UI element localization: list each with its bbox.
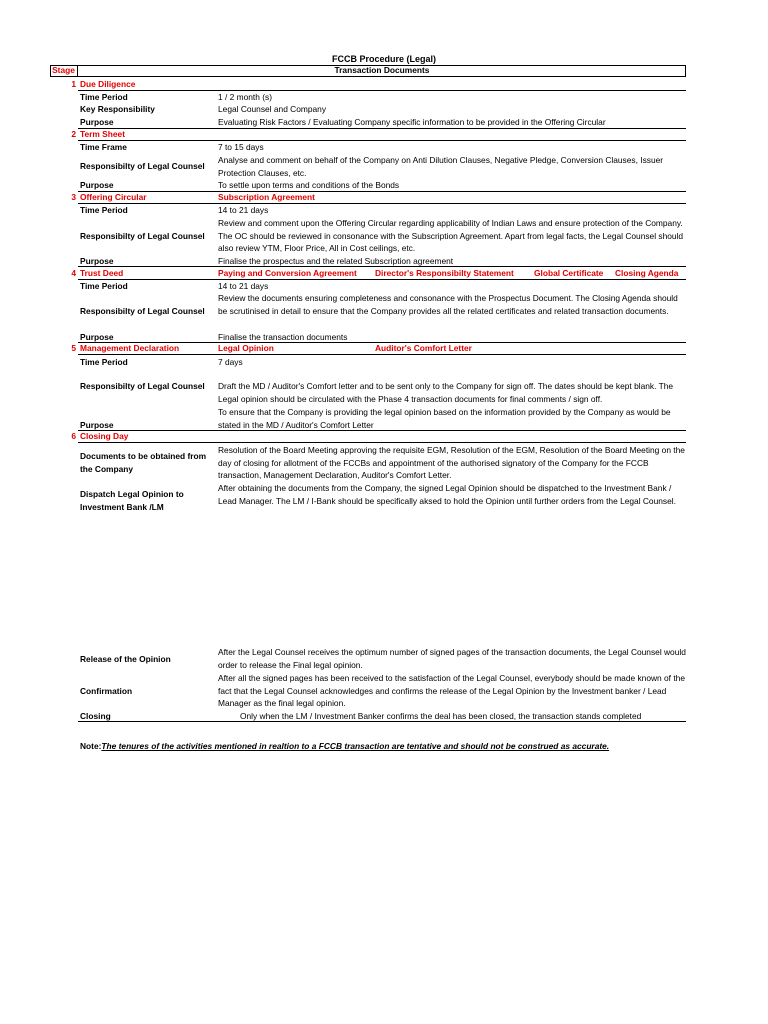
divider bbox=[78, 191, 686, 192]
divider bbox=[78, 442, 686, 443]
row-value: 14 to 21 days bbox=[218, 281, 269, 291]
transaction-document: Paying and Conversion Agreement bbox=[218, 268, 357, 278]
stage-name: Trust Deed bbox=[80, 268, 124, 278]
row-value: 1 / 2 month (s) bbox=[218, 92, 272, 102]
row-label: Purpose bbox=[80, 117, 114, 127]
stage-name: Management Declaration bbox=[80, 343, 180, 353]
footnote bbox=[80, 741, 609, 751]
footnote-text: The tenures of the activities mentioned in realtion to a FCCB transaction are tentative and should not be construed as accurate. bbox=[101, 741, 610, 751]
row-label: Responsibilty of Legal Counsel bbox=[80, 231, 205, 241]
transaction-document: Subscription Agreement bbox=[218, 192, 315, 202]
row-label: Confirmation bbox=[80, 686, 133, 696]
row-label: Time Period bbox=[80, 357, 128, 367]
row-label: Time Period bbox=[80, 281, 128, 291]
row-value: Evaluating Risk Factors / Evaluating Company specific information to be provided in the Offering Circular bbox=[218, 117, 606, 127]
row-value: After all the signed pages has been received to the satisfaction of the Legal Counsel, everybody should be made known of the fact that the Legal Counsel acknowledges and confirms the release of the Legal Opinion by the Investment banker / Lead Manager as the final legal opinion. bbox=[218, 673, 685, 708]
row-label: Closing bbox=[80, 711, 111, 721]
row-label: Key Responsibility bbox=[80, 104, 155, 114]
divider bbox=[78, 430, 686, 431]
transaction-document: Closing Agenda bbox=[615, 268, 679, 278]
transaction-document: Legal Opinion bbox=[218, 343, 274, 353]
row-value: Analyse and comment on behalf of the Company on Anti Dilution Clauses, Negative Pledge, Conversion Clauses, Issuer Protection Clauses, etc. bbox=[218, 155, 664, 178]
row-value: After obtaining the documents from the Company, the signed Legal Opinion should be dispatched to the Investment Bank / Lead Manager. The LM / I-Bank should be specifically aksed to hold the Opinion until further orders from the Legal Counsel. bbox=[218, 483, 676, 506]
row-value: Legal Counsel and Company bbox=[218, 104, 327, 114]
row-value: To ensure that the Company is providing the legal opinion based on the information provided by the Company as would be stated in the MD / Auditor's Comfort Letter bbox=[218, 407, 671, 430]
row-label: Dispatch Legal Opinion to Investment Bank /LM bbox=[80, 489, 184, 512]
divider bbox=[78, 128, 686, 129]
row-label: Time Frame bbox=[80, 142, 127, 152]
row-value: 14 to 21 days bbox=[218, 205, 269, 215]
divider bbox=[78, 266, 686, 267]
row-value: Review the documents ensuring completeness and consonance with the Prospectus Document. The Closing Agenda should be scrutinised in detail to ensure that the Company provides all the related certificates and related transaction documents. bbox=[218, 293, 678, 316]
row-label: Time Period bbox=[80, 205, 128, 215]
stage-number: 1 bbox=[71, 79, 76, 89]
stage-number: 4 bbox=[71, 268, 76, 278]
row-label: Time Period bbox=[80, 92, 128, 102]
row-value: Only when the LM / Investment Banker confirms the deal has been closed, the transaction stands completed bbox=[240, 711, 642, 721]
row-value: Finalise the transaction documents bbox=[218, 332, 348, 342]
row-label: Purpose bbox=[80, 256, 114, 266]
row-value: To settle upon terms and conditions of the Bonds bbox=[218, 180, 400, 190]
stage-number: 5 bbox=[71, 343, 76, 353]
row-value: After the Legal Counsel receives the optimum number of signed pages of the transaction documents, the Legal Counsel would order to release the Final legal opinion. bbox=[218, 647, 686, 670]
documents-column-header: Transaction Documents bbox=[334, 65, 430, 75]
row-label: Responsibilty of Legal Counsel bbox=[80, 306, 205, 316]
row-label: Responsibilty of Legal Counsel bbox=[80, 381, 205, 391]
row-value: 7 to 15 days bbox=[218, 142, 264, 152]
row-value: Review and comment upon the Offering Circular regarding applicability of Indian Laws and ensure protection of the Company. The OC should be reviewed in consonance with the Subscription Agreement. Apart from legal facts, the Legal Counsel should also review YTM, Floor Price, All in Cost ceilings, etc. bbox=[218, 218, 684, 253]
divider bbox=[78, 721, 686, 722]
page-title: FCCB Procedure (Legal) bbox=[331, 54, 436, 64]
stage-name: Offering Circular bbox=[80, 192, 147, 202]
stage-number: 2 bbox=[71, 129, 76, 139]
row-label: Purpose bbox=[80, 420, 114, 430]
row-label: Purpose bbox=[80, 180, 114, 190]
stage-column-header: Stage bbox=[50, 65, 78, 77]
row-value: Finalise the prospectus and the related Subscription agreement bbox=[218, 256, 454, 266]
stage-number: 3 bbox=[71, 192, 76, 202]
stage-name: Closing Day bbox=[80, 431, 129, 441]
stage-name: Due Diligence bbox=[80, 79, 136, 89]
transaction-document: Director's Responsibilty Statement bbox=[375, 268, 514, 278]
stage-name: Term Sheet bbox=[80, 129, 125, 139]
row-value: 7 days bbox=[218, 357, 243, 367]
row-label: Purpose bbox=[80, 332, 114, 342]
row-label: Documents to be obtained from the Company bbox=[80, 451, 207, 474]
row-label: Responsibilty of Legal Counsel bbox=[80, 161, 205, 171]
stage-number: 6 bbox=[71, 431, 76, 441]
footnote-prefix: Note: bbox=[80, 741, 102, 751]
transaction-document: Global Certificate bbox=[534, 268, 604, 278]
row-value: Draft the MD / Auditor's Comfort letter and to be sent only to the Company for sign off. The dates should be kept blank. The Legal opinion should be circulated with the Phase 4 transaction documents for final comments / sign off. bbox=[218, 381, 674, 404]
row-label: Release of the Opinion bbox=[80, 654, 171, 664]
transaction-document: Auditor's Comfort Letter bbox=[375, 343, 472, 353]
divider bbox=[78, 354, 686, 355]
row-value: Resolution of the Board Meeting approving the requisite EGM, Resolution of the EGM, Resolution of the Board Meeting on the day of closing for allotment of the FCCBs and appointment of the authorised signatory of the Company for the FCCB transaction, Management Declaration, Auditor's Comfort Letter. bbox=[218, 445, 685, 480]
